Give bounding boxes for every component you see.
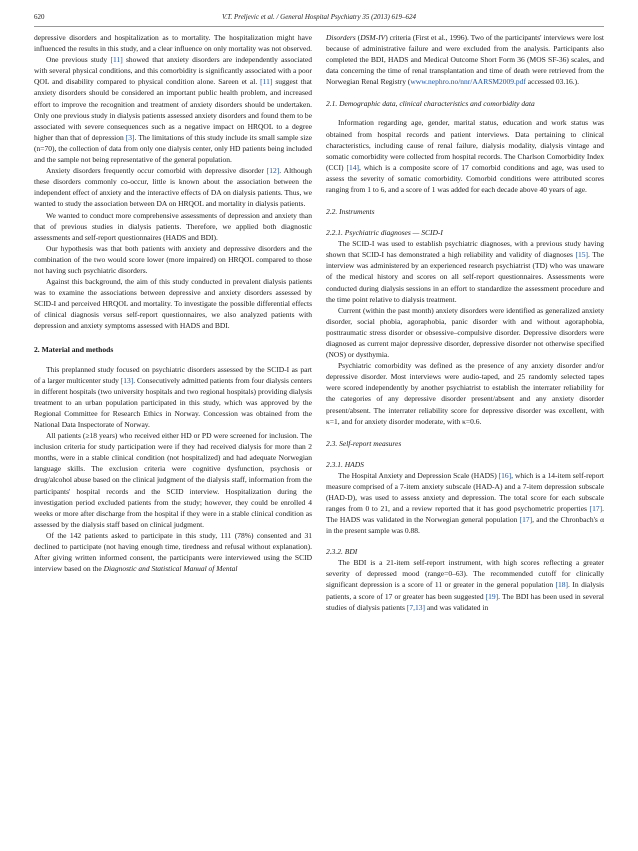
citation-link[interactable]: [19] bbox=[485, 591, 499, 601]
left-column bbox=[34, 32, 312, 574]
paragraph: This preplanned study focused on psychiatric disorders assessed by the SCID-I as part of a larger multicenter study [13]. Consecutively admitted patients from four dialysis centers in different hospitals (two university hospitals and two regional hospitals) providing dialysis treatment to an urban population participated in this study, which was approved by the Regional Committee for Research Ethics in Norway. Concession was obtained from the National Data Inspectorate of Norway. bbox=[34, 364, 312, 429]
journal-citation: V.T. Preljevic et al. / General Hospital Psychiatry 35 (2013) 619–624 bbox=[221, 13, 417, 21]
subsection-heading: 2.1. Demographic data, clinical characteristics and comorbidity data bbox=[326, 99, 535, 109]
paragraph: Psychiatric comorbidity was defined as the presence of any anxiety disorder and/or depressive disorder. Most interviews were audio-taped, and 25 randomly selected tapes were scored independently by another psychiatrist to establish the interrater reliability for the categories of any depressive disorder present/absent and any anxiety disorder present/absent. The interrater reliability score for depressive disorder was excellent, with κ=1, and for anxiety disorder moderate, with κ=0.6. bbox=[326, 361, 604, 426]
section-heading: 2. Material and methods bbox=[34, 344, 114, 354]
paragraph: All patients (≥18 years) who received either HD or PD were screened for inclusion. The inclusion criteria for study participation were if they had received dialysis for more than 2 months, were in a stable clinical condition (not hospitalized) and had adequate Norwegian language skills. The exclusion criteria were cognitive dysfunction, psychosis or drug/alcohol abuse based on the clinical judgment of the dialysis staff, information from the participants' hospital records and the SCID interview. Hospitalization during the investigation period excluded patients from the study; however, they could be enrolled 4 weeks or more after discharge from the hospital if they were in a stable clinical condition as assessed by the dialysis staff based on clinical judgment. bbox=[34, 431, 312, 529]
citation-link[interactable]: [17] bbox=[519, 515, 533, 525]
paragraph: The BDI is a 21-item self-report instrument, with high scores reflecting a greater severity of depressed mood (range=0–63). The recommended cutoff for clinically significant depression is a score of 11 or greater in the general population [18]. In dialysis patients, a score of 17 or greater has been suggested [19]. The BDI has been used in several studies of dialysis patients [7,13] and was validated in bbox=[326, 558, 604, 612]
paragraph: Disorders (DSM-IV) criteria (First et al., 1996). Two of the participants' interviews were lost because of administrative failure and were excluded from the analysis. Participants also completed the BDI, HADS and Medical Outcome Short Form 36 (MOS SF-36) scales, and data concerning the time of renal transplantation and time of death were retrieved from the Norwegian Renal Registry (www.nephro.no/nnr/AARSM2009.pdf accessed 03.16.). bbox=[326, 33, 604, 87]
citation-link[interactable]: [15] bbox=[575, 250, 589, 260]
citation-link[interactable]: [16] bbox=[498, 470, 512, 480]
paragraph: Anxiety disorders frequently occur comorbid with depressive disorder [12]. Although these disorders commonly co-occur, little is known about the association between the independent effect of anxiety and the interactive effects of DA on dialysis patients. Thus, we wanted to study the association between DA on HRQOL and mortality in dialysis patients. bbox=[34, 166, 312, 209]
citation-link[interactable]: [7,13] bbox=[406, 602, 425, 612]
paragraph: Information regarding age, gender, marital status, education and work status was obtained from hospital records and patient interviews. Data pertaining to clinical characteristics, including cause of renal failure, dialysis modality, dialysis vintage and somatic comorbidity were collected from hospital records. The Charlson Comorbidity Index (CCI) [14], which is a composite score of 17 comorbid conditions and age, was used to assess the severity of somatic comorbidity. Comorbid conditions were attributed scores ranging from 1 to 6, and a score of 1 was added for each decade above 40 years of age. bbox=[326, 118, 604, 195]
citation-link[interactable]: [3] bbox=[125, 132, 135, 142]
citation-link[interactable]: [18] bbox=[555, 580, 569, 590]
subsubsection-heading: 2.3.1. HADS bbox=[326, 459, 364, 469]
paragraph: Of the 142 patients asked to participate in this study, 111 (78%) consented and 31 declined to participate (not having enough time, tiredness and refusal without explanation). After giving written informed consent, the participants were interviewed using the SCID interview based on the Diagnostic and Statistical Manual of Mental bbox=[34, 530, 312, 574]
right-column bbox=[326, 32, 604, 613]
paragraph: depressive disorders and hospitalization as to mortality. The hospitalization might have influenced the results in this study, and a clear influence on only mortality was not observed. bbox=[34, 33, 312, 54]
running-header bbox=[34, 10, 604, 27]
citation-link[interactable]: [14] bbox=[346, 162, 359, 172]
citation-link[interactable]: [11] bbox=[260, 77, 273, 87]
citation-link[interactable]: [11] bbox=[110, 55, 123, 65]
subsubsection-heading: 2.2.1. Psychiatric diagnoses — SCID-I bbox=[326, 228, 443, 238]
citation-link[interactable]: [17] bbox=[589, 504, 603, 513]
registry-url-link[interactable]: www.nephro.no/nnr/AARSM2009.pdf bbox=[410, 77, 526, 87]
paragraph: Our hypothesis was that both patients with anxiety and depressive disorders and the combination of the two would score lower (more impaired) on HRQOL compared to those not having such psychiatric disorders. bbox=[34, 243, 312, 275]
paragraph: The Hospital Anxiety and Depression Scale (HADS) [16], which is a 14-item self-report measure comprised of a 7-item anxiety subscale (HAD-A) and a 7-item depression subscale (HAD-D), was used to assess anxiety and depression. The total score for each subscale ranges from 0 to 21, and a review reported that it has good psychometric properties [17]. The HADS was validated in the Norwegian general population [17], and the Chronbach's α in the present sample was 0.88. bbox=[326, 470, 604, 536]
paragraph: One previous study [11] showed that anxiety disorders are independently associated with several physical conditions, and this comorbidity is significantly associated with a poor QOL and disability compared to physical condition alone. Sareen et al. [11] suggest that anxiety disorders should be considered an important public health problem, and increased effort to improve the recognition and treatment of anxiety disorders should be undertaken. Only one previous study in dialysis patients assessed anxiety disorders and found them to be associated with severe consequences such as a negative impact on HRQOL to a degree higher than that of depression [3]. The limitations of this study include its small sample size (n=70), the collection of data from only one dialysis center, only HD patients being included and the sample not being representative of the general population. bbox=[34, 55, 312, 165]
citation-link[interactable]: [12] bbox=[266, 166, 280, 176]
subsection-heading: 2.2. Instruments bbox=[326, 207, 375, 217]
paragraph: We wanted to conduct more comprehensive assessments of depression and anxiety than that of previous studies in dialysis patients. Therefore, we applied both diagnostic assessments and self-report questionnaires (HADS and BDI). bbox=[34, 210, 312, 242]
subsubsection-heading: 2.3.2. BDI bbox=[326, 547, 358, 557]
page-number: 620 bbox=[34, 13, 45, 21]
citation-link[interactable]: [13] bbox=[120, 375, 134, 385]
paragraph: Against this background, the aim of this study conducted in prevalent dialysis patients was to examine the associations between depressive and anxiety disorders assessed by SCID-I and perceived HRQOL and mortality. To investigate the possible differential effects of clinical diagnosis versus self-report questionnaires, we also analyzed patients with depression and anxiety symptoms assessed with HADS and BDI. bbox=[34, 277, 312, 331]
paragraph: The SCID-I was used to establish psychiatric diagnoses, with a previous study having shown that SCID-I has demonstrated a high reliability and validity of diagnoses [15]. The interview was administered by an experienced research psychiatrist (TD) who was unaware of the medical history and scores on all self-report questionnaires. Assessments were conducted during dialysis sessions in an effort to standardize the assessment procedure and the time point relative to dialysis treatment. bbox=[326, 239, 604, 304]
subsection-heading: 2.3. Self-report measures bbox=[326, 438, 402, 448]
paragraph: Current (within the past month) anxiety disorders were identified as generalized anxiety disorder, social phobia, agoraphobia, panic disorder with and without agoraphobia, posttraumatic stress disorder or obsessive–compulsive disorder. Depressive disorders were diagnosed as current major depressive disorder, depressive disorder not otherwise specified (NOS) or dysthymia. bbox=[326, 305, 604, 360]
